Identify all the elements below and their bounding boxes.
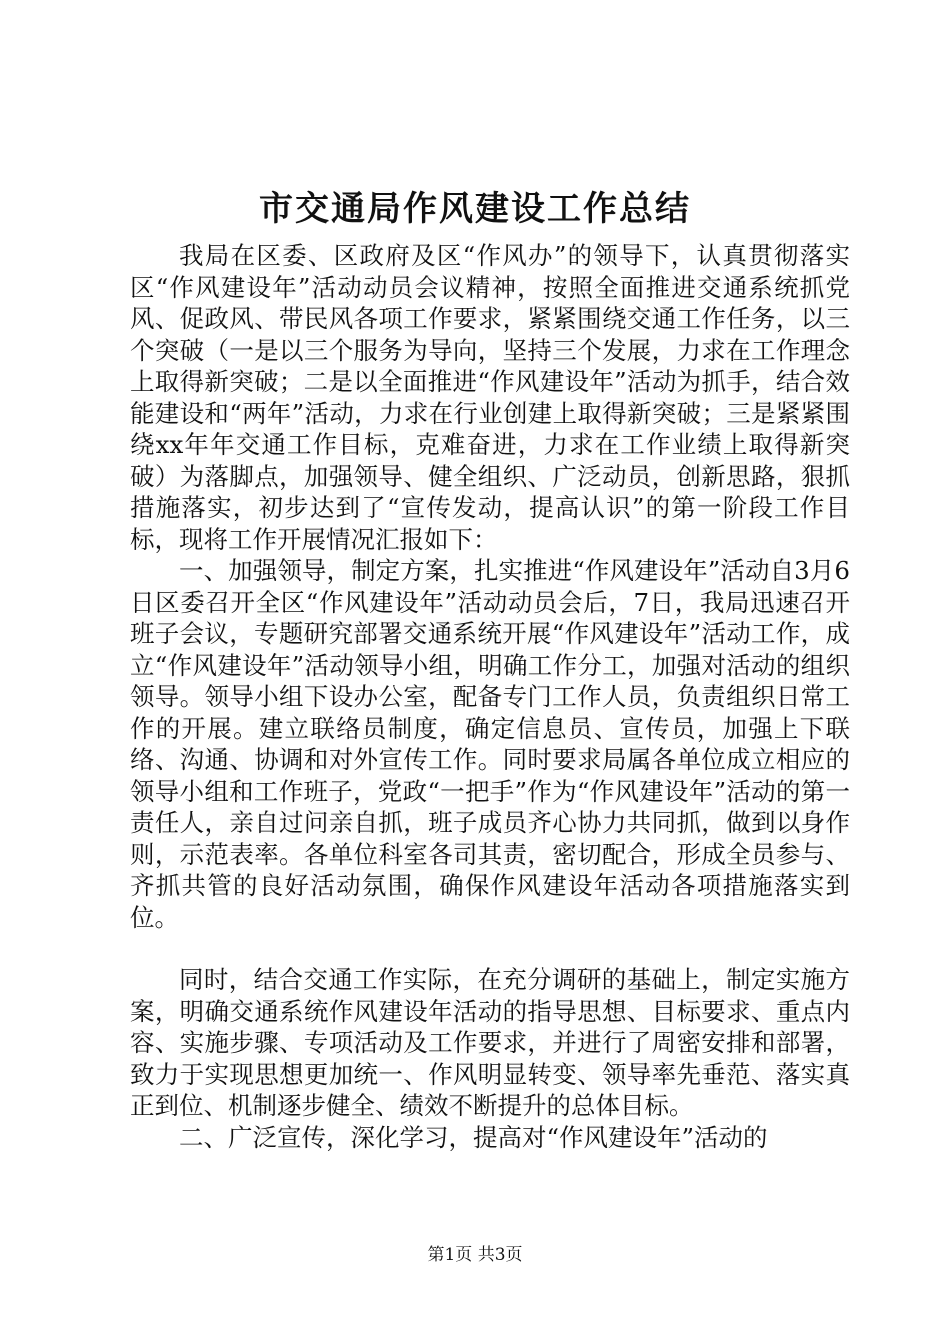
page-number: 第1页 共3页 bbox=[427, 1245, 523, 1265]
paragraph-implementation-plan: 同时，结合交通工作实际，在充分调研的基础上，制定实施方案，明确交通系统作风建设年活动的指导思想、目标要求、重点内容、实施步骤、专项活动及工作要求，并进行了周密安排和部署，致力于实现思想更加统一、作风明显转变、领导率先垂范、落实真正到位、机制逐步健全、绩效不断提升的总体目标。 bbox=[130, 965, 850, 1120]
paragraph-section-one: 一、加强领导，制定方案，扎实推进“作风建设年”活动自3月6日区委召开全区“作风建设年”活动动员会后，7日，我局迅速召开班子会议，专题研究部署交通系统开展“作风建设年”活动工作，成立“作风建设年”活动领导小组，明确工作分工，加强对活动的组织领导。领导小组下设办公室，配备专门工作人员，负责组织日常工作的开展。建立联络员制度，确定信息员、宣传员，加强上下联络、沟通、协调和对外宣传工作。同时要求局属各单位成立相应的领导小组和工作班子，党政“一把手”作为“作风建设年”活动的第一责任人，亲自过问亲自抓，班子成员齐心协力共同抓，做到以身作则，示范表率。各单位科室各司其责，密切配合，形成全员参与、齐抓共管的良好活动氛围，确保作风建设年活动各项措施落实到位。 bbox=[130, 556, 850, 932]
document-body bbox=[130, 240, 850, 1153]
paragraph-section-two: 二、广泛宣传，深化学习，提高对“作风建设年”活动的 bbox=[179, 1122, 768, 1152]
page-title: 市交通局作风建设工作总结 bbox=[259, 189, 691, 229]
page-footer bbox=[0, 1244, 950, 1266]
paragraph-intro: 我局在区委、区政府及区“作风办”的领导下，认真贯彻落实区“作风建设年”活动动员会议精神，按照全面推进交通系统抓党风、促政风、带民风各项工作要求，紧紧围绕交通工作任务，以三个突破（一是以三个服务为导向，坚持三个发展，力求在工作理念上取得新突破；二是以全面推进“作风建设年”活动为抓手，结合效能建设和“两年”活动，力求在行业创建上取得新突破；三是紧紧围绕xx年年交通工作目标，克难奋进，力求在工作业绩上取得新突破）为落脚点，加强领导、健全组织、广泛动员，创新思路，狠抓措施落实，初步达到了“宣传发动，提高认识”的第一阶段工作目标，现将工作开展情况汇报如下： bbox=[130, 241, 850, 554]
